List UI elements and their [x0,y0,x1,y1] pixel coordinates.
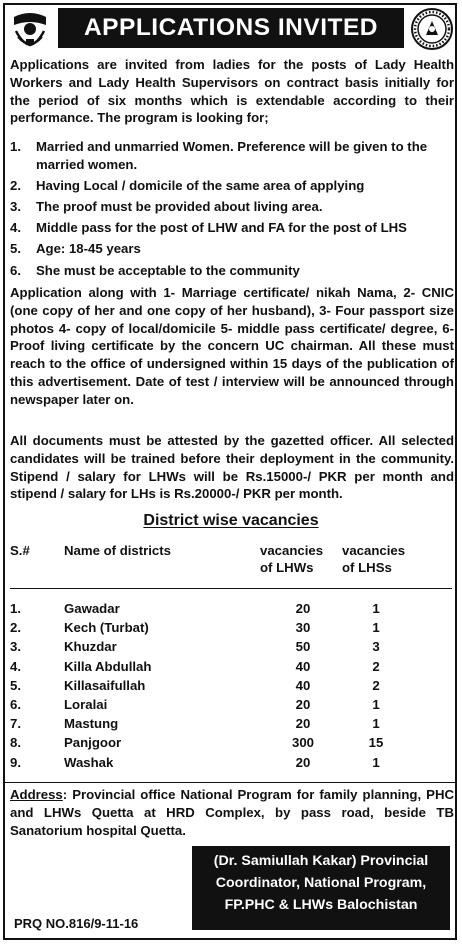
table-row: 6. Loralai 20 1 [10,696,380,712]
table-header [10,540,452,589]
application-paragraph: Application along with 1- Marriage certificate/ nikah Nama, 2- CNIC (one copy of her and one copy of her husband), 3- Four passport size photos 4- copy of local/domicile 5- middle pass certificate/ degree, 6- Proof living certificate by the concern UC chairman. All these must reach to the office of undersigned within 15 days of the publication of this advertisement. Date of test / interview will be announced through newspaper later on. [10,285,454,407]
header-lhw: vacancies of LHWs [260,543,324,575]
vacancies-table [10,540,452,772]
address-text: : Provincial office National Program for family planning, PHC and LHWs Quetta at HRD Complex, by pass road, beside TB Sanatorium hospital Quetta. [10,787,454,838]
signature-block [192,846,450,930]
address-label: Address [10,787,63,802]
header-lhs: vacancies of LHSs [342,543,406,575]
list-item: 1. Married and unmarried Women. Preference will be given to the married women. [10,139,428,172]
table-row: 3. Khuzdar 50 3 [10,639,380,655]
table-row: 1. Gawadar 20 1 [10,601,380,616]
signature-line: Coordinator, National Program, [215,875,427,891]
reference-number: PRQ NO.816/9-11-16 [14,916,139,931]
table-row: 8. Panjgoor 300 15 [10,735,384,751]
documents-paragraph: All documents must be attested by the gazetted officer. All selected candidates will be trained before their deployment in the community. Stipend / salary for LHWs will be Rs.15000-/ PKR per month and stipend / salary for LHs is Rs.20000-/ PKR per month. [10,433,454,502]
table-row: 9. Washak 20 1 [10,754,380,770]
table-row: 5. Killasaifullah 40 2 [10,677,380,693]
intro-paragraph: Applications are invited from ladies for the posts of Lady Health Workers and Lady Health Supervisors on contract basis initially for the period of six months which is extendable according to their performance. The program is looking for; [10,57,454,126]
requirements-list [10,138,454,283]
header-sn: S.# [10,543,30,558]
table-row: 4. Killa Abdullah 40 2 [10,658,380,674]
signature-line: FP.PHC & LHWs Balochistan [224,897,418,913]
table-row: 2. Kech (Turbat) 30 1 [10,620,380,636]
government-emblem-icon [8,7,52,51]
divider [5,782,457,783]
header-district: Name of districts [64,543,171,558]
list-item: 3. The proof must be provided about living area. [10,198,323,214]
table-body [10,599,452,772]
list-item: 5. Age: 18-45 years [10,241,141,257]
list-item: 2. Having Local / domicile of the same area of applying [10,177,365,193]
signature-line: (Dr. Samiullah Kakar) Provincial [213,853,429,869]
vacancies-title: District wise vacancies [143,512,319,529]
address-paragraph [10,786,454,839]
program-seal-icon [410,7,454,51]
page-title: APPLICATIONS INVITED [58,8,404,48]
table-row: 7. Mastung 20 1 [10,716,380,732]
list-item: 6. She must be acceptable to the community [10,262,300,278]
list-item: 4. Middle pass for the post of LHW and FA for the post of LHS [10,220,407,236]
